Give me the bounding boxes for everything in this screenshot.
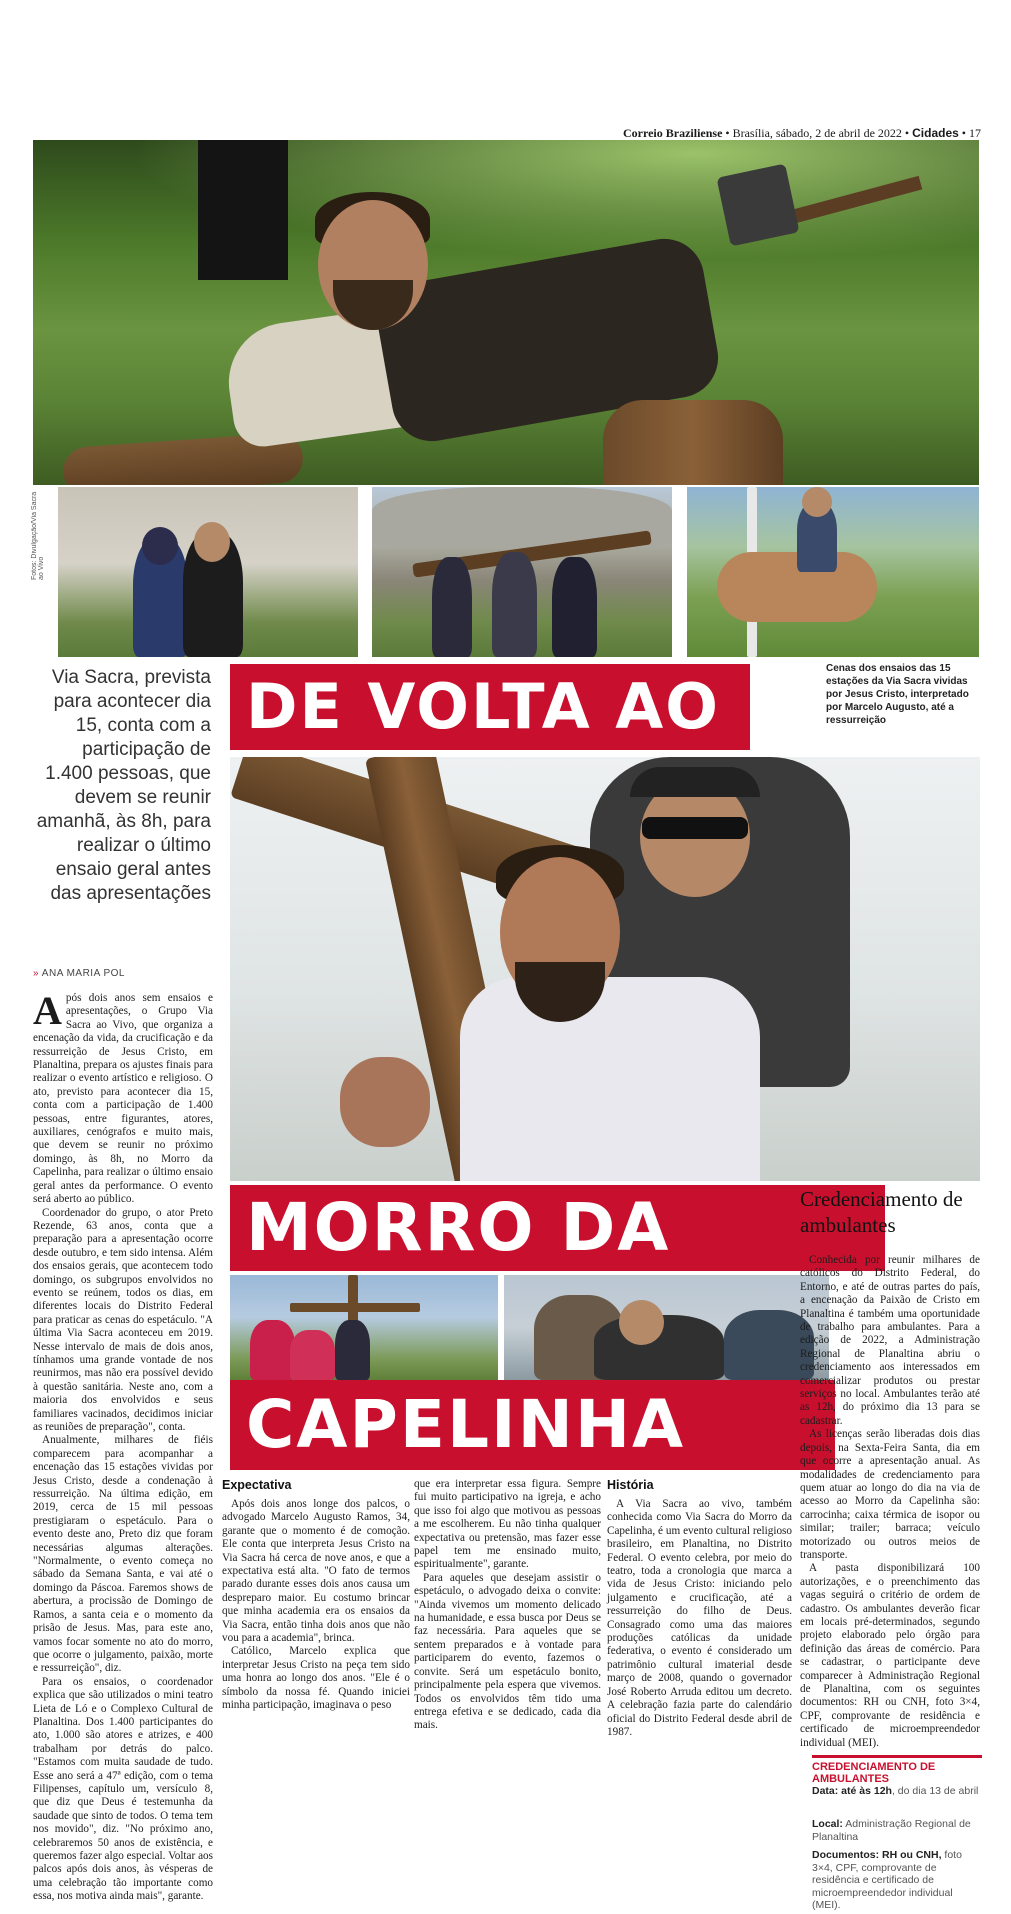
article-column-3 (414, 1478, 601, 1733)
photo-resurrection-scene (504, 1275, 829, 1380)
page-header (33, 126, 981, 140)
article-paragraph: As licenças serão liberadas dois dias depois, na Sexta-Feira Santa, dia em que ocorre a apresentação anual. As modalidades de credenciamento para quem atuar ao longo do dia na via de acesso ao Morro da Capelinha são: carrocinha; caixa térmica de isopor ou similar; trailer; barraca; veículo motorizado ou outros meios de transporte. (800, 1428, 980, 1561)
article-paragraph: Conhecida por reunir milhares de católicos do Distrito Federal, do Entorno, e até de outras partes do país, a encenação da Paixão de Cristo em Planaltina é também uma oportunidade de trabalho para ambulantes. Para a edição de 2022, a Administração Regional de Planaltina abriu o credenciamento aos interessados em comercializar produtos ou prestar serviços no local. Ambulantes terão até as 12h, do próximo dia 13 para se cadastrar. (800, 1254, 980, 1427)
article-paragraph: A pasta disponibilizará 100 autorizações, e o preenchimento das vagas seguirá o critério de ordem de cadastro. Os ambulantes deverão ficar em locais pré-determinados, segundo projeto elaborado pelo órgão para definição das áreas de comércio. Para se cadastrar, o participante deve comparecer à Administração Regional de Planaltina, com os seguintes documentos: RH ou CNH, foto 3×4, CPF, comprovante de residência e certificado de microempreendedor individual (MEI). (800, 1562, 980, 1749)
big-photo-man-carrying-cross (230, 757, 980, 1181)
article-deck: Via Sacra, prevista para acontecer dia 15, conta com a participação de 1.400 pessoas, que devem se reunir amanhã, às 8h, para realizar o último ensaio geral antes das apresentações (36, 667, 211, 904)
infobox-date: Data: até às 12h, do dia 13 de abril (812, 1785, 979, 1797)
infobox-documents: Documentos: RH ou CNH, foto 3×4, CPF, comprovante de residência e certificado de microempreendedor individual (MEI). (812, 1849, 962, 1911)
article-column-2 (222, 1498, 410, 1713)
photo-credit: Fotos: Divulgação/Via Sacra ao Vivo (31, 491, 45, 580)
page-number: • 17 (958, 126, 981, 140)
newspaper-name: Correio Braziliense (622, 126, 723, 140)
main-photo-actor-on-log (33, 140, 979, 485)
article-paragraph: Anualmente, milhares de fiéis comparecem para acompanhar a encenação das 15 estações vividas por Jesus Cristo, desde a condenação à ressurreição. Na última edição, em 2019, cerca de 15 mil pessoas prestigiaram o espetáculo. Para o evento deste ano, Preto diz que foram necessárias algumas alterações. "Normalmente, o evento começa no sábado da Semana Santa, e vai até o domingo da Páscoa. Faremos shows de abertura, a procissão de Domingo de Ramos, a santa ceia e o momento da prisão de Jesus. Mas, para este ano, vamos focar somente no ato do morro, que ocorre o julgamento, paixão, morte e ressurreição", diz. (33, 1434, 213, 1675)
article-paragraph: A Via Sacra ao vivo, também conhecida como Via Sacra do Morro da Capelinha, é um evento cultural religioso brasileiro, em Planaltina, no Distrito Federal. O evento celebra, por meio do teatro, toda a cronologia que marca a vida de Jesus Cristo: iniciando pelo julgamento e crucificação, até a ressurreição do filho de Deus. Consagrado como uma das maiores produções católicas da unidade federativa, o evento é considerado um patrimônio cultural imaterial desde março de 2008, quando o governador José Roberto Arruda editou um decreto. A celebração fazia parte do calendário oficial do Distrito Federal desde abril de 1987. (607, 1498, 792, 1738)
section-name: Cidades (912, 126, 959, 140)
headline-line-3: CAPELINHA (230, 1380, 835, 1470)
subheading-historia: História (607, 1478, 654, 1492)
sidebar-heading: Credenciamento de ambulantes (800, 1187, 963, 1237)
photo-rehearsal-women (58, 487, 358, 657)
article-column-4 (607, 1498, 792, 1739)
article-paragraph: que era interpretar essa figura. Sempre fui muito participativo na igreja, e acho que isso foi algo que motivou as pessoas a me escolherem. Eu não tinha qualquer expectativa ou pretensão, mas fazer esse papel tem me ensinado muito, espiritualmente", garante. (414, 1478, 601, 1571)
sidebar-article (800, 1254, 980, 1750)
drop-cap: A (33, 988, 62, 1033)
article-paragraph: Coordenador do grupo, o ator Preto Rezende, 63 anos, conta que a preparação para a apresentação ocorre desde outubro, e tem sido intensa. Além dos ensaios gerais, que acontecem todo domingo, os subgrupos envolvidos no evento se reúnem, todos os dias, em diferentes locais do Distrito Federal para praticar as cenas do espetáculo. "A última Via Sacra aconteceu em 2019. Nesse intervalo de mais de dois anos, tínhamos uma grande vontade de nos reunirmos, mas não era possível devido à questão sanitária. Neste ano, com a maioria dos envolvidos e seus familiares vacinados, decidimos iniciar as reuniões de preparação", conta. (33, 1206, 213, 1433)
article-column-1 (33, 988, 213, 1904)
author-name: ANA MARIA POL (41, 968, 125, 979)
infobox-title: CREDENCIAMENTO DE AMBULANTES (812, 1755, 982, 1785)
photo-rehearsal-horse-rider (687, 487, 979, 657)
article-paragraph: Após dois anos longe dos palcos, o advogado Marcelo Augusto Ramos, 34, garante que o momento é de comoção. Ele conta que interpreta Jesus Cristo na Via Sacra há cerca de nove anos, e que a expectativa está alta. "O fato de termos parado durante esses dois anos causa um despreparo maior. Eu costumo brincar que minha academia era os ensaios da Via Sacra, então tinha dois anos que não vou para a academia", brinca. (222, 1498, 410, 1645)
article-paragraph: Para aqueles que desejam assistir o espetáculo, o advogado deixa o convite: "Ainda vivemos um momento delicado na humanidade, e essa busca por Deus se faz necessária. Para aqueles que se sentem preparados e à vontade para participarem do evento, fazemos o convite. Será um espetáculo bonito, principalmente pela espera que vivemos. Todos os envolvidos têm tido uma entrega efetiva e se dedicado, cada dia mais. (414, 1571, 601, 1732)
infobox-location: Local: Administração Regional de Planaltina (812, 1818, 971, 1843)
photo-crucifixion-scene (230, 1275, 498, 1380)
subheading-expectativa: Expectativa (222, 1478, 292, 1492)
headline-line-2: MORRO DA (230, 1185, 885, 1271)
article-paragraph: Católico, Marcelo explica que interpretar Jesus Cristo na peça tem sido uma honra ao longo dos anos. "Ele é o símbolo da nossa fé. Quando iniciei minha participação, imaginava o peso (222, 1645, 410, 1712)
byline: » ANA MARIA POL (33, 968, 125, 979)
dateline: • Brasília, sábado, 2 de abril de 2022 • (722, 126, 913, 140)
headline-line-1: DE VOLTA AO (230, 664, 750, 750)
photo-caption: Cenas dos ensaios das 15 estações da Via Sacra vividas por Jesus Cristo, interpretado por Marcelo Augusto, até a ressurreição (826, 663, 969, 726)
photo-rehearsal-cross-carry (372, 487, 672, 657)
article-paragraph: Após dois anos sem ensaios e apresentações, o Grupo Via Sacra ao Vivo, que organiza a encenação da vida, da crucificação e da ressurreição de Jesus Cristo, em Planaltina, prepara os ajustes finais para realizar o evento artístico e religioso. O ato, previsto para acontecer dia 15, conta com a participação de 1.400 pessoas, entre figurantes, atores, auxiliares, cenógrafos e muito mais, que devem se reunir no próximo domingo, às 8h, no Morro da Capelinha, para realizar o último ensaio geral antes da performance. O evento será aberto ao público. (33, 988, 213, 1206)
article-paragraph: Para os ensaios, o coordenador explica que são utilizados o mini teatro Lieta de Ló e o Complexo Cultural de Planaltina. Dos 1.400 participantes do ato, 1.000 são atores e atrizes, e 400 trabalham por detrás do palco. "Estamos com muita saudade de tudo. Esse ano será a 47ª edição, com o tema Filipenses, capítulo um, versículo 8, que diz que Deus é testemunha da saudade que sinto de todos. O tema tem nos movido", diz. "No próximo ano, celebraremos 50 anos de existência, e queremos fazer algo especial. Voltar aos palcos após dois anos, às vésperas de uma celebração tão importante como essa, nos motiva ainda mais", garante. (33, 1675, 213, 1903)
